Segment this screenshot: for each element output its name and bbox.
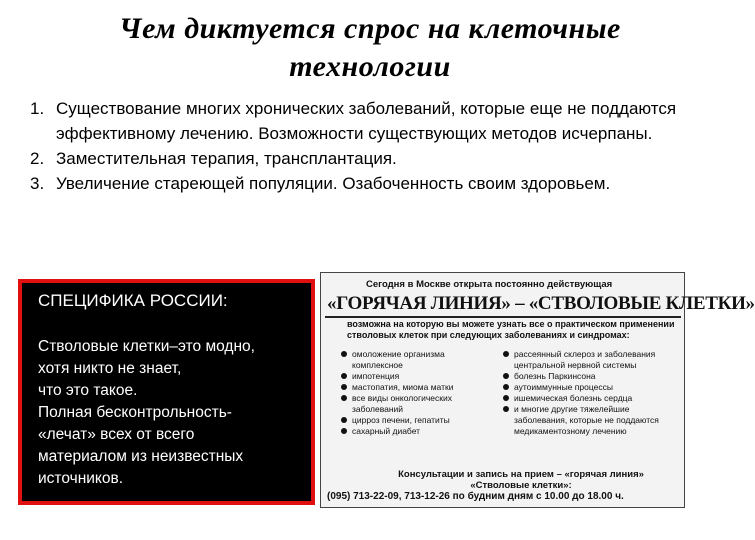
ad-list-item (503, 382, 678, 393)
ad-item-text: ишемическая болезнь сердца (514, 393, 633, 403)
item-text: Увеличение стареющей популяции. Озабоченность своим здоровьем. (56, 174, 611, 193)
bullet-icon (341, 373, 347, 379)
ad-consult-line: Консультации и запись на прием – «горячая линия» «Стволовые клетки»: (398, 469, 644, 491)
ad-divider (325, 316, 681, 318)
ad-list-item (503, 371, 678, 382)
reasons-list (30, 96, 700, 196)
ad-right-column (503, 349, 678, 437)
ad-list-item (341, 415, 491, 426)
ad-item-text: мастопатия, миома матки (352, 382, 454, 392)
russia-heading: СПЕЦИФИКА РОССИИ: (38, 291, 228, 310)
russia-line: Стволовые клетки–это модно, (38, 338, 255, 355)
ad-item-text: импотенция (352, 371, 400, 381)
ad-item-text: рассеянный склероз и заболевания центральной нервной системы (514, 349, 656, 370)
ad-top-line: Сегодня в Москве открыта постоянно действующая (366, 279, 613, 290)
ad-list-item (503, 404, 678, 437)
russia-specifics-box (18, 279, 315, 505)
list-item (30, 171, 700, 196)
russia-text (38, 336, 314, 490)
item-text: Существование многих хронических заболеваний, которые еще не поддаются эффективному лечению. Возможности существующих методов исчерпаны. (56, 99, 677, 143)
bullet-icon (341, 384, 347, 390)
ad-item-text: и многие другие тяжелейшие заболевания, которые не поддаются медикаментозному лечению (514, 404, 659, 436)
bullet-icon (503, 395, 509, 401)
bullet-icon (503, 373, 509, 379)
russia-line: хотя никто не знает, (38, 360, 182, 377)
ad-left-column (341, 349, 491, 437)
title-line-2: технологии (289, 50, 451, 83)
bullet-icon (341, 351, 347, 357)
bullet-icon (503, 384, 509, 390)
russia-line: «лечат» всех от всего (38, 426, 195, 443)
title-line-1: Чем диктуется спрос на клеточные (119, 12, 621, 45)
bullet-icon (341, 417, 347, 423)
bullet-icon (341, 428, 347, 434)
item-number: 3. (30, 174, 45, 193)
ad-hotline-heading: «ГОРЯЧАЯ ЛИНИЯ» – «СТВОЛОВЫЕ КЛЕТКИ» (327, 293, 755, 314)
ad-list-item (341, 393, 491, 415)
ad-item-text: болезнь Паркинсона (514, 371, 596, 381)
ad-list-item (341, 349, 491, 371)
list-item (30, 146, 700, 171)
newspaper-ad-clipping (320, 272, 755, 508)
ad-list-item (341, 426, 491, 437)
ad-item-text: сахарный диабет (352, 426, 421, 436)
ad-list-item (503, 393, 678, 404)
ad-list-item (341, 382, 491, 393)
bullet-icon (503, 406, 509, 412)
ad-item-text: омоложение организма комплексное (352, 349, 445, 370)
item-number: 1. (30, 99, 45, 118)
item-number: 2. (30, 149, 45, 168)
ad-item-text: аутоиммунные процессы (514, 382, 613, 392)
ad-list-item (503, 349, 678, 371)
russia-line: Полная бесконтрольность- (38, 404, 232, 421)
russia-line: что это такое. (38, 382, 138, 399)
ad-item-text: цирроз печени, гепатиты (352, 415, 450, 425)
ad-phone-line: (095) 713-22-09, 713-12-26 по будним дням с 10.00 до 18.00 ч. (327, 491, 624, 502)
bullet-icon (341, 395, 347, 401)
ad-list-item (341, 371, 491, 382)
russia-line: источников. (38, 470, 124, 487)
list-item (30, 96, 700, 146)
ad-item-text: все виды онкологических заболеваний (352, 393, 452, 414)
russia-line: материалом из неизвестных (38, 448, 244, 465)
ad-subtitle: возможна на которую вы можете узнать все о практическом применении стволовых клеток при следующих заболеваниях и синдромах: (347, 319, 675, 340)
bullet-icon (503, 351, 509, 357)
slide-title (60, 10, 680, 86)
item-text: Заместительная терапия, трансплантация. (56, 149, 397, 168)
